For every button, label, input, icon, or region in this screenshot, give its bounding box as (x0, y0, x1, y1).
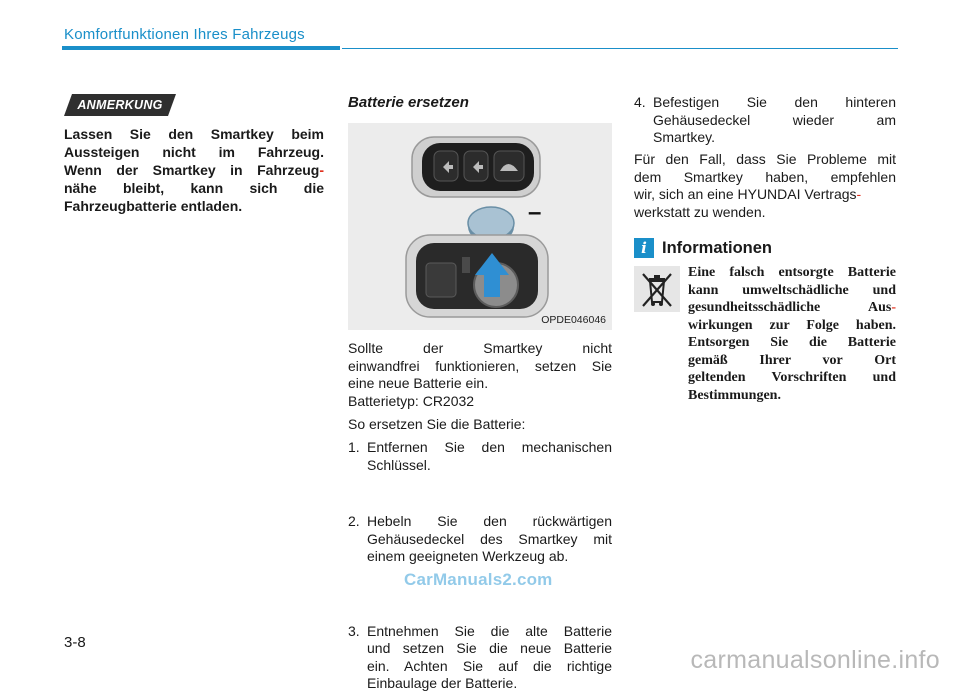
step-number: 3. (348, 622, 360, 639)
text-line: Sollte der Smartkey nicht (348, 340, 612, 356)
text-line: Gehäusedeckel wieder am (653, 111, 896, 128)
note-line-text: Wenn der Smartkey in Fahrzeug (64, 162, 320, 178)
step-number: 4. (634, 94, 646, 110)
note-line: Aussteigen nicht im Fahrzeug. (64, 144, 324, 160)
text-line: Eine falsch entsorgte Batterie (688, 265, 896, 280)
note-line (64, 161, 324, 179)
hyphen-mark: - (856, 186, 862, 202)
info-title: Informationen (662, 239, 772, 257)
text-line: werkstatt zu wenden. (634, 203, 766, 220)
battery-type: Batterietyp: CR2032 (348, 393, 475, 409)
text-line: einem geeigneten Werkzeug ab. (367, 548, 569, 564)
step-item (634, 94, 896, 147)
info-text (688, 264, 896, 404)
page-number: 3-8 (64, 634, 86, 651)
step-item (348, 513, 612, 566)
text-line: Befestigen Sie den hinteren (653, 94, 896, 110)
text-line: einwandfrei funktionieren, setzen Sie (348, 357, 612, 374)
text-line: wirkungen zur Folge haben. (688, 317, 896, 333)
note-text (64, 125, 324, 215)
text-line (634, 186, 896, 204)
text-line-part: wir, sich an eine HYUNDAI Vertrags (634, 186, 857, 202)
text-line-part: gesundheitsschädliche Aus (688, 300, 892, 315)
text-line: Gehäusedeckel des Smartkey mit (367, 530, 612, 547)
note-line: nähe bleibt, kann sich die (64, 180, 324, 196)
note-line: Fahrzeugbatterie entladen. (64, 198, 243, 214)
step-item (348, 439, 612, 474)
section-title: Komfortfunktionen Ihres Fahrzeugs (64, 26, 305, 43)
step-number: 1. (348, 439, 360, 455)
text-line: eine neue Batterie ein. (348, 375, 489, 391)
section-heading: Batterie ersetzen (348, 94, 469, 111)
watermark: CarManuals2.com (404, 570, 553, 589)
text-line: dem Smartkey haben, empfehlen (634, 168, 896, 185)
text-line: geltenden Vorschriften und (688, 370, 896, 385)
problem-paragraph (634, 151, 896, 221)
figure-code: OPDE046046 (541, 314, 606, 326)
text-line: Schlüssel. (367, 456, 431, 473)
text-line (688, 299, 896, 317)
crossed-out-bin-icon (634, 266, 680, 312)
step-item (348, 623, 612, 693)
note-badge-label: ANMERKUNG (77, 98, 163, 112)
smartkey-illustration (348, 123, 612, 330)
header-rule-thick (62, 46, 340, 50)
text-line: Für den Fall, dass Sie Probleme mit (634, 151, 896, 167)
note-line: Lassen Sie den Smartkey beim (64, 126, 324, 142)
footer-site-link[interactable]: carmanualsonline.info (690, 646, 940, 674)
info-icon: i (634, 238, 654, 258)
smartkey-battery-figure (348, 123, 612, 330)
text-line: und setzen Sie die neue Batterie (367, 640, 612, 656)
text-line: Entfernen Sie den mechanischen (367, 439, 612, 455)
minus-label: – (528, 199, 542, 226)
text-line: Hebeln Sie den rückwärtigen (367, 513, 612, 529)
hyphen-mark: - (891, 300, 896, 315)
text-line: kann umweltschädliche und (688, 282, 896, 298)
text-line: Entsorgen Sie die Batterie (688, 335, 896, 350)
text-line: ein. Achten Sie auf die richtige (367, 657, 612, 674)
steps-intro: So ersetzen Sie die Batterie: (348, 416, 526, 432)
text-line: Smartkey. (653, 129, 715, 145)
step-number: 2. (348, 513, 360, 529)
text-line: Bestimmungen. (688, 387, 781, 403)
text-line: Entnehmen Sie die alte Batterie (367, 622, 612, 639)
header-rule-thin (342, 48, 898, 50)
hyphen-mark: - (319, 162, 324, 178)
bin-icon-shape (634, 266, 680, 312)
intro-paragraph (348, 340, 612, 393)
smartkey-front (412, 137, 540, 197)
smartkey-open-housing (406, 235, 548, 317)
note-badge (64, 94, 176, 116)
text-line: gemäß Ihrer vor Ort (688, 352, 896, 368)
text-line: Einbaulage der Batterie. (367, 675, 518, 691)
